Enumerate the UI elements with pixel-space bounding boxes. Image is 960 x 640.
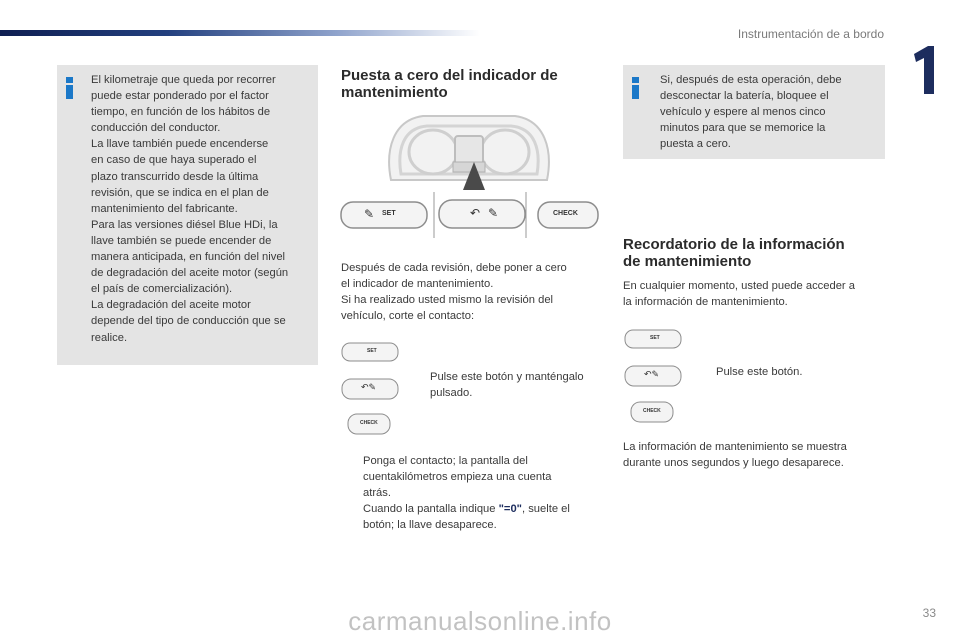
wrench-icon: ✎: [364, 207, 375, 221]
reset-heading: Puesta a cero del indicador de mantenimiento: [341, 67, 558, 101]
info-icon: [65, 77, 75, 99]
wrench-icon: ✎: [488, 206, 499, 220]
page-number: 33: [922, 606, 936, 620]
return-arrow-icon: ↶: [470, 206, 481, 220]
set-button-large[interactable]: [340, 198, 430, 232]
set-button-small-reminder[interactable]: [624, 328, 682, 350]
check-button-small[interactable]: [347, 412, 391, 436]
section-title: Instrumentación de a bordo: [737, 27, 884, 41]
set-button-small[interactable]: [341, 341, 399, 363]
info-box-mileage: [57, 65, 318, 365]
reset-button-small-reminder[interactable]: [624, 364, 682, 388]
info-icon: [631, 77, 641, 99]
check-button-small-reminder[interactable]: [630, 400, 674, 424]
check-button-large-label: CHECK: [553, 210, 578, 217]
check-button-small-label: CHECK: [360, 420, 378, 426]
check-button-large[interactable]: [537, 198, 599, 232]
info-box-battery: [623, 65, 885, 159]
chapter-number-text: 1: [908, 44, 909, 45]
reset-intro: Después de cada revisión, debe poner a cero el indicador de mantenimiento. Si ha realizado usted mismo la revisión del vehículo, corte el contacto:: [341, 262, 567, 323]
return-arrow-icon: ↶✎: [644, 369, 660, 379]
set-button-small-label: SET: [367, 348, 377, 354]
set-button-small-label: SET: [650, 335, 660, 341]
reminder-outro: La información de mantenimiento se muestra durante unos segundos y luego desaparece.: [623, 441, 847, 470]
reminder-heading: Recordatorio de la información de mantenimiento: [623, 236, 845, 270]
set-button-large-label: SET: [382, 210, 396, 217]
reset-button-large[interactable]: [438, 196, 528, 232]
footer-watermark: carmanualsonline.info: [348, 606, 612, 636]
return-arrow-icon: ↶✎: [361, 382, 377, 392]
reset-button-small[interactable]: [341, 377, 399, 401]
chapter-number: [908, 44, 940, 96]
info-box-text: Si, después de esta operación, debe desconectar la batería, bloquee el vehículo y espere al menos cinco minutos para que se memorice la puesta a cero.: [660, 74, 842, 151]
reminder-intro: En cualquier momento, usted puede acceder a la información de mantenimiento.: [623, 280, 855, 309]
check-button-small-label: CHECK: [643, 408, 661, 414]
info-box-text: El kilometraje que queda por recorrer puede estar ponderado por el factor tiempo, en función de los hábitos de conducción del conductor. La llave también puede encenderse en caso de que haya superado el plazo transcurrido desde la última revisión, que se indica en el plan de mantenimiento del fabricante. Para las versiones diésel Blue HDi, la llave también se puede encender de manera anticipada, en función del nivel de degradación del aceite motor (según el país de comercialización). La degradación del aceite motor depende del tipo de conducción que se realice.: [91, 74, 289, 344]
header-gradient-bar: [0, 30, 480, 36]
